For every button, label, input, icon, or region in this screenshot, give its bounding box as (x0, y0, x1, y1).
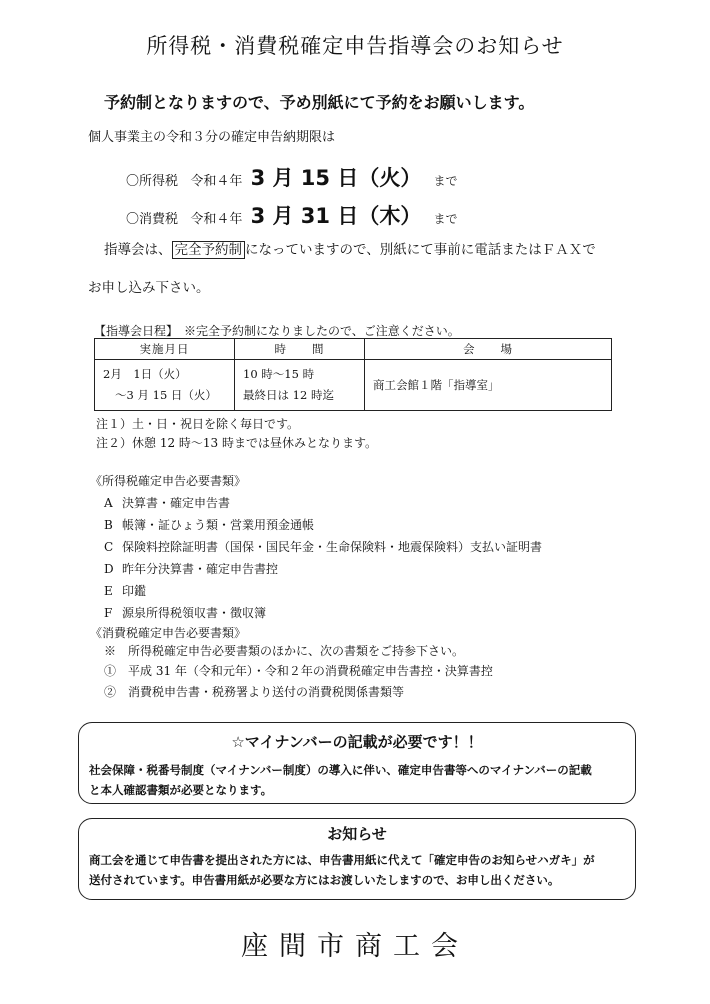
mynumber-notice-box (78, 722, 636, 804)
mynumber-box-title: ☆マイナンバーの記載が必要です！！ (231, 733, 483, 751)
date-line2: ～3 月 15 日（火） (115, 388, 217, 402)
reservation-notice: 予約制となりますので、予め別紙にて予約をお願いします。 (104, 93, 535, 112)
time-line2: 最終日は 12 時迄 (243, 388, 334, 402)
list-item: ② 消費税申告書・税務署より送付の消費税関係書類等 (104, 685, 405, 699)
column-header-venue: 会 場 (365, 339, 612, 360)
deadline-tax-name: 〇所得税 (126, 174, 179, 189)
note-1: 注１）土・日・祝日を除く毎日です。 (96, 417, 300, 431)
list-item: B 帳簿・証ひょう類・営業用預金通帳 (104, 518, 315, 532)
deadline-intro: 個人事業主の令和３分の確定申告納期限は (88, 130, 336, 145)
list-item: A 決算書・確定申告書 (104, 496, 231, 510)
deadline-suffix: まで (433, 174, 458, 188)
deadline-suffix: まで (433, 212, 458, 226)
deadline-era: 令和４年 (190, 212, 243, 227)
deadline-tax-name: 〇消費税 (126, 212, 179, 227)
notice-box (78, 818, 636, 900)
consumption-docs-title: 《消費税確定申告必要書類》 (90, 626, 247, 640)
deadline-era: 令和４年 (190, 174, 243, 189)
list-item: C 保険料控除証明書（国保・国民年金・生命保険料・地震保険料）支払い証明書 (104, 540, 543, 554)
list-item: ※ 所得税確定申告必要書類のほかに、次の書類をご持参下さい。 (104, 644, 465, 658)
time-line1: 10 時～15 時 (243, 367, 315, 381)
schedule-time-cell (235, 360, 365, 411)
table-row (95, 360, 612, 411)
date-line1: 2月 1日（火） (103, 367, 187, 381)
paragraph-part2: になっていますので、別紙にて事前に電話またはＦＡＸで (245, 242, 596, 258)
schedule-date-cell (95, 360, 235, 411)
list-item: F 源泉所得税領収書・徴収簿 (104, 606, 267, 620)
schedule-venue-cell: 商工会館１階「指導室」 (365, 360, 612, 411)
deadline-date: 3 月 15 日（火） (250, 166, 422, 190)
column-header-time: 時 間 (235, 339, 365, 360)
deadline-income-tax (126, 162, 458, 192)
schedule-table (94, 338, 612, 411)
mynumber-box-body: 社会保障・税番号制度（マイナンバー制度）の導入に伴い、確定申告書等へのマイナンバーの記載 と本人確認書類が必要となります。 (89, 763, 592, 797)
income-docs-title: 《所得税確定申告必要書類》 (90, 474, 247, 488)
list-item: ① 平成 31 年（令和元年）・令和２年の消費税確定申告書控・決算書控 (104, 664, 493, 678)
table-header-row (95, 339, 612, 360)
deadline-date: 3 月 31 日（木） (250, 204, 422, 228)
page-title: 所得税・消費税確定申告指導会のお知らせ (146, 34, 564, 58)
notice-box-title: お知らせ (327, 825, 387, 843)
deadline-consumption-tax (126, 200, 458, 230)
list-item: D 昨年分決算書・確定申告書控 (104, 562, 279, 576)
paragraph-line2: お申し込み下さい。 (88, 280, 210, 296)
note-2: 注２）休憩 12 時～13 時までは昼休みとなります。 (96, 436, 378, 450)
list-item: E 印鑑 (104, 584, 147, 598)
schedule-heading: 【指導会日程】 ※完全予約制になりましたので、ご注意ください。 (94, 324, 460, 338)
column-header-date: 実施月日 (95, 339, 235, 360)
reservation-paragraph (104, 238, 596, 258)
organization-name: 座間市商工会 (241, 931, 469, 962)
notice-box-body: 商工会を通じて申告書を提出された方には、申告書用紙に代えて「確定申告のお知らせハガキ」が 送付されています。申告書用紙が必要な方にはお渡しいたしますので、お申し出ください。 (89, 853, 595, 887)
paragraph-part1: 指導会は、 (104, 242, 172, 258)
full-reservation-label: 完全予約制 (172, 241, 246, 259)
